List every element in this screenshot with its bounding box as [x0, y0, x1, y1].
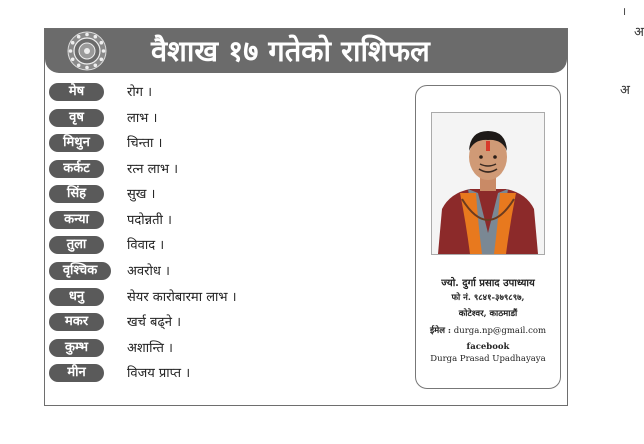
sign-prediction-mithun: चिन्ता ।: [127, 136, 163, 152]
astrologer-phone: फो नं. ९८४१-३७९८९७,: [451, 293, 525, 303]
sign-prediction-karkat: रत्न लाभ ।: [127, 161, 179, 177]
page-edge-fragment-3: अ: [620, 83, 630, 98]
sign-row-tula: [49, 234, 411, 257]
sign-badge-dhanu: धनु: [49, 288, 104, 306]
sign-badge-kanya: कन्या: [49, 211, 104, 229]
sign-badge-tula: तुला: [49, 236, 104, 254]
sign-row-simha: [49, 183, 411, 206]
sign-prediction-mesh: रोग ।: [127, 85, 153, 100]
sign-row-mesh: [49, 81, 411, 104]
astrologer-email: durga.np@gmail.com: [453, 326, 547, 336]
astrologer-address: कोटेश्वर, काठमाडौं: [458, 309, 518, 319]
page-edge-fragment-2: अ: [634, 25, 644, 40]
astrologer-email-line: [416, 325, 560, 336]
sign-row-dhanu: [49, 286, 411, 309]
header-bar: [45, 29, 567, 73]
facebook-name: Durga Prasad Upadhayaya: [430, 354, 546, 364]
sign-badge-kumbha: कुम्भ: [49, 339, 104, 357]
sign-prediction-simha: सुख ।: [127, 187, 156, 203]
astrologer-contact-card: [415, 85, 561, 389]
sign-prediction-kumbha: अशान्ति ।: [127, 340, 173, 356]
sign-badge-karkat: कर्कट: [49, 160, 104, 178]
sign-badge-makar: मकर: [49, 313, 104, 331]
sign-row-kumbha: [49, 337, 411, 360]
sign-row-karkat: [49, 158, 411, 181]
astrologer-name: ज्यो. दुर्गा प्रसाद उपाध्याय: [441, 278, 535, 289]
sign-prediction-kanya: पदोन्नती ।: [127, 212, 172, 228]
sign-prediction-dhanu: सेयर कारोबारमा लाभ ।: [127, 289, 237, 305]
page-edge-fragment-1: ।: [622, 5, 627, 18]
sign-badge-mithun: मिथुन: [49, 134, 104, 152]
page-title: वैशाख १७ गतेको राशिफल: [151, 34, 430, 68]
sign-prediction-tula: विवाद ।: [127, 238, 165, 254]
horoscope-box: [44, 28, 568, 406]
sign-prediction-makar: खर्च बढ्ने ।: [127, 315, 182, 331]
sign-prediction-meen: विजय प्राप्त ।: [127, 366, 191, 382]
email-label: ईमेल :: [429, 326, 452, 336]
sign-badge-simha: सिंह: [49, 185, 104, 203]
facebook-label: facebook: [466, 342, 510, 352]
sign-row-vrishchik: [49, 260, 411, 283]
astrologer-photo: [431, 112, 545, 255]
sign-row-mithun: [49, 132, 411, 155]
sign-prediction-vrish: लाभ ।: [127, 110, 158, 126]
zodiac-wheel-icon: [67, 31, 107, 71]
sign-row-makar: [49, 311, 411, 334]
astrologer-portrait-icon: [432, 113, 544, 254]
sign-badge-vrishchik: वृश्चिक: [49, 262, 111, 280]
zodiac-sign-list: [49, 81, 411, 388]
sign-row-kanya: [49, 209, 411, 232]
sign-row-vrish: [49, 107, 411, 130]
sign-badge-mesh: मेष: [49, 83, 104, 101]
sign-prediction-vrishchik: अवरोध ।: [127, 264, 170, 280]
sign-badge-vrish: वृष: [49, 109, 104, 127]
sign-row-meen: [49, 362, 411, 385]
sign-badge-meen: मीन: [49, 364, 104, 382]
